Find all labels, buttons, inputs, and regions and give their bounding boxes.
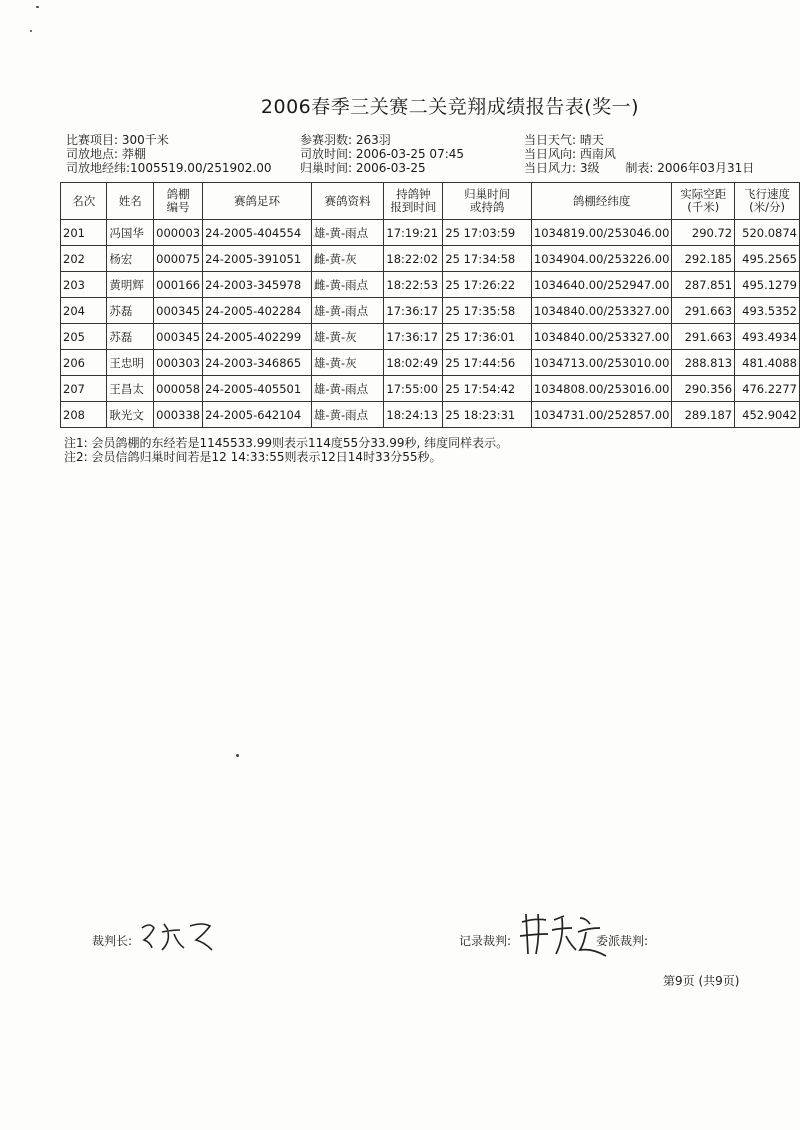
info-item xyxy=(524,161,754,175)
cell-name: 王忠明 xyxy=(107,350,154,376)
cell-name: 苏磊 xyxy=(107,298,154,324)
cell-coordinates: 1034640.00/252947.00 xyxy=(531,272,672,298)
cell-ring: 24-2003-346865 xyxy=(203,350,312,376)
info-label: 参赛羽数: xyxy=(300,133,353,147)
cell-return-time: 25 17:34:58 xyxy=(443,246,532,272)
cell-coordinates: 1034731.00/252857.00 xyxy=(531,402,672,428)
handwritten-signature xyxy=(138,918,228,954)
cell-coordinates: 1034713.00/253010.00 xyxy=(531,350,672,376)
cell-name: 杨宏 xyxy=(107,246,154,272)
cell-rank: 203 xyxy=(61,272,107,298)
cell-distance: 290.356 xyxy=(672,376,735,402)
notes xyxy=(64,436,508,464)
cell-return-time: 25 17:54:42 xyxy=(443,376,532,402)
info-value: 莽棚 xyxy=(121,147,146,161)
cell-speed: 495.1279 xyxy=(735,272,800,298)
header-coordinates: 鸽棚经纬度 xyxy=(531,183,672,220)
cell-ring: 24-2005-642104 xyxy=(203,402,312,428)
referee-label: 裁判长: xyxy=(92,934,133,948)
table-body xyxy=(61,220,800,428)
cell-clock-time: 18:24:13 xyxy=(384,402,443,428)
header-speed: 飞行速度 (米/分) xyxy=(735,183,800,220)
cell-distance: 289.187 xyxy=(672,402,735,428)
info-label: 比赛项目: xyxy=(66,133,119,147)
table-row xyxy=(61,402,800,428)
cell-pigeon-info: 雄-黄-雨点 xyxy=(311,376,384,402)
cell-clock-time: 17:55:00 xyxy=(384,376,443,402)
header-distance: 实际空距 (千米) xyxy=(672,183,735,220)
cell-clock-time: 17:36:17 xyxy=(384,324,443,350)
note-1: 注1: 会员鸽棚的东经若是1145533.99则表示114度55分33.99秒, 纬度同样表示。 xyxy=(64,436,509,450)
cell-loft-no: 000075 xyxy=(154,246,203,272)
cell-distance: 288.813 xyxy=(672,350,735,376)
info-label: 司放地经纬: xyxy=(66,161,131,175)
cell-coordinates: 1034808.00/253016.00 xyxy=(531,376,672,402)
cell-name: 黄明辉 xyxy=(107,272,154,298)
table-row xyxy=(61,246,800,272)
info-value: 3级 xyxy=(579,161,600,175)
cell-ring: 24-2003-345978 xyxy=(203,272,312,298)
info-value: 晴天 xyxy=(579,133,604,147)
cell-ring: 24-2005-402284 xyxy=(203,298,312,324)
cell-loft-no: 000058 xyxy=(154,376,203,402)
cell-return-time: 25 17:26:22 xyxy=(443,272,532,298)
info-item xyxy=(300,161,464,175)
header-loft-no: 鸽棚 编号 xyxy=(154,183,203,220)
cell-loft-no: 000345 xyxy=(154,324,203,350)
cell-speed: 493.5352 xyxy=(735,298,800,324)
info-label: 司放时间: xyxy=(300,147,353,161)
results-table xyxy=(60,182,800,428)
cell-coordinates: 1034840.00/253327.00 xyxy=(531,324,672,350)
cell-distance: 287.851 xyxy=(672,272,735,298)
cell-speed: 481.4088 xyxy=(735,350,800,376)
cell-pigeon-info: 雌-黄-灰 xyxy=(311,246,384,272)
cell-clock-time: 18:02:49 xyxy=(384,350,443,376)
cell-speed: 452.9042 xyxy=(735,402,800,428)
info-label: 当日风力: xyxy=(524,161,577,175)
table-row xyxy=(61,298,800,324)
cell-ring: 24-2005-391051 xyxy=(203,246,312,272)
info-value: 2006-03-25 xyxy=(355,161,426,175)
cell-clock-time: 17:36:17 xyxy=(384,298,443,324)
cell-pigeon-info: 雄-黄-灰 xyxy=(311,324,384,350)
table-row xyxy=(61,272,800,298)
info-item xyxy=(66,133,272,147)
cell-loft-no: 000003 xyxy=(154,220,203,246)
info-value: 263羽 xyxy=(355,133,391,147)
header-name: 姓名 xyxy=(107,183,154,220)
header-ring: 赛鸽足环 xyxy=(203,183,312,220)
cell-pigeon-info: 雄-黄-雨点 xyxy=(311,298,384,324)
cell-speed: 476.2277 xyxy=(735,376,800,402)
report-label: 制表: xyxy=(625,161,654,175)
info-value: 1005519.00/251902.00 xyxy=(130,161,272,175)
cell-distance: 292.185 xyxy=(672,246,735,272)
info-label: 归巢时间: xyxy=(300,161,353,175)
cell-speed: 495.2565 xyxy=(735,246,800,272)
cell-coordinates: 1034904.00/253226.00 xyxy=(531,246,672,272)
cell-rank: 202 xyxy=(61,246,107,272)
info-label: 司放地点: xyxy=(66,147,119,161)
cell-rank: 205 xyxy=(61,324,107,350)
cell-coordinates: 1034840.00/253327.00 xyxy=(531,298,672,324)
info-col-2 xyxy=(300,133,464,175)
info-col-3 xyxy=(524,133,754,175)
cell-rank: 201 xyxy=(61,220,107,246)
cell-name: 王昌太 xyxy=(107,376,154,402)
cell-distance: 291.663 xyxy=(672,298,735,324)
cell-return-time: 25 18:23:31 xyxy=(443,402,532,428)
scan-speck xyxy=(36,6,39,8)
header-return-time: 归巢时间 或持鸽 xyxy=(443,183,532,220)
page-number: 第9页 (共9页) xyxy=(663,974,740,988)
cell-rank: 208 xyxy=(61,402,107,428)
report-date: 2006年03月31日 xyxy=(657,161,755,175)
cell-ring: 24-2005-404554 xyxy=(203,220,312,246)
appointed-label: 委派裁判: xyxy=(596,934,649,948)
cell-loft-no: 000166 xyxy=(154,272,203,298)
table-row xyxy=(61,220,800,246)
cell-loft-no: 000303 xyxy=(154,350,203,376)
info-item xyxy=(524,147,754,161)
cell-return-time: 25 17:44:56 xyxy=(443,350,532,376)
cell-clock-time: 18:22:02 xyxy=(384,246,443,272)
scan-speck xyxy=(30,30,32,32)
cell-clock-time: 17:19:21 xyxy=(384,220,443,246)
cell-name: 冯国华 xyxy=(107,220,154,246)
header-clock-time: 持鸽钟 报到时间 xyxy=(384,183,443,220)
cell-ring: 24-2005-405501 xyxy=(203,376,312,402)
header-pigeon-info: 赛鸽资料 xyxy=(311,183,384,220)
info-item xyxy=(300,147,464,161)
table-header-row xyxy=(61,183,800,220)
cell-rank: 204 xyxy=(61,298,107,324)
info-item xyxy=(300,133,464,147)
cell-return-time: 25 17:03:59 xyxy=(443,220,532,246)
info-value: 2006-03-25 07:45 xyxy=(355,147,465,161)
info-item xyxy=(524,133,754,147)
table-row xyxy=(61,350,800,376)
scan-speck xyxy=(236,754,239,757)
report-title: 2006春季三关赛二关竞翔成绩报告表(奖一) xyxy=(260,96,640,118)
cell-name: 苏磊 xyxy=(107,324,154,350)
info-label: 当日天气: xyxy=(524,133,577,147)
cell-distance: 291.663 xyxy=(672,324,735,350)
info-value: 西南风 xyxy=(579,147,616,161)
info-label: 当日风向: xyxy=(524,147,577,161)
header-rank: 名次 xyxy=(61,183,107,220)
cell-loft-no: 000345 xyxy=(154,298,203,324)
recorder-label: 记录裁判: xyxy=(459,934,512,948)
info-item xyxy=(66,161,272,175)
referee-signature xyxy=(138,918,228,958)
info-col-1 xyxy=(66,133,272,175)
info-value: 300千米 xyxy=(121,133,169,147)
cell-pigeon-info: 雄-黄-雨点 xyxy=(311,402,384,428)
cell-coordinates: 1034819.00/253046.00 xyxy=(531,220,672,246)
info-item xyxy=(66,147,272,161)
cell-pigeon-info: 雄-黄-灰 xyxy=(311,350,384,376)
cell-distance: 290.72 xyxy=(672,220,735,246)
cell-ring: 24-2005-402299 xyxy=(203,324,312,350)
cell-loft-no: 000338 xyxy=(154,402,203,428)
note-2: 注2: 会员信鸽归巢时间若是12 14:33:55则表示12日14时33分55秒。 xyxy=(64,450,442,464)
cell-return-time: 25 17:36:01 xyxy=(443,324,532,350)
cell-speed: 493.4934 xyxy=(735,324,800,350)
cell-pigeon-info: 雄-黄-雨点 xyxy=(311,220,384,246)
cell-clock-time: 18:22:53 xyxy=(384,272,443,298)
table-row xyxy=(61,376,800,402)
cell-rank: 206 xyxy=(61,350,107,376)
cell-return-time: 25 17:35:58 xyxy=(443,298,532,324)
table-row xyxy=(61,324,800,350)
cell-name: 耿光文 xyxy=(107,402,154,428)
cell-rank: 207 xyxy=(61,376,107,402)
cell-pigeon-info: 雌-黄-雨点 xyxy=(311,272,384,298)
cell-speed: 520.0874 xyxy=(735,220,800,246)
